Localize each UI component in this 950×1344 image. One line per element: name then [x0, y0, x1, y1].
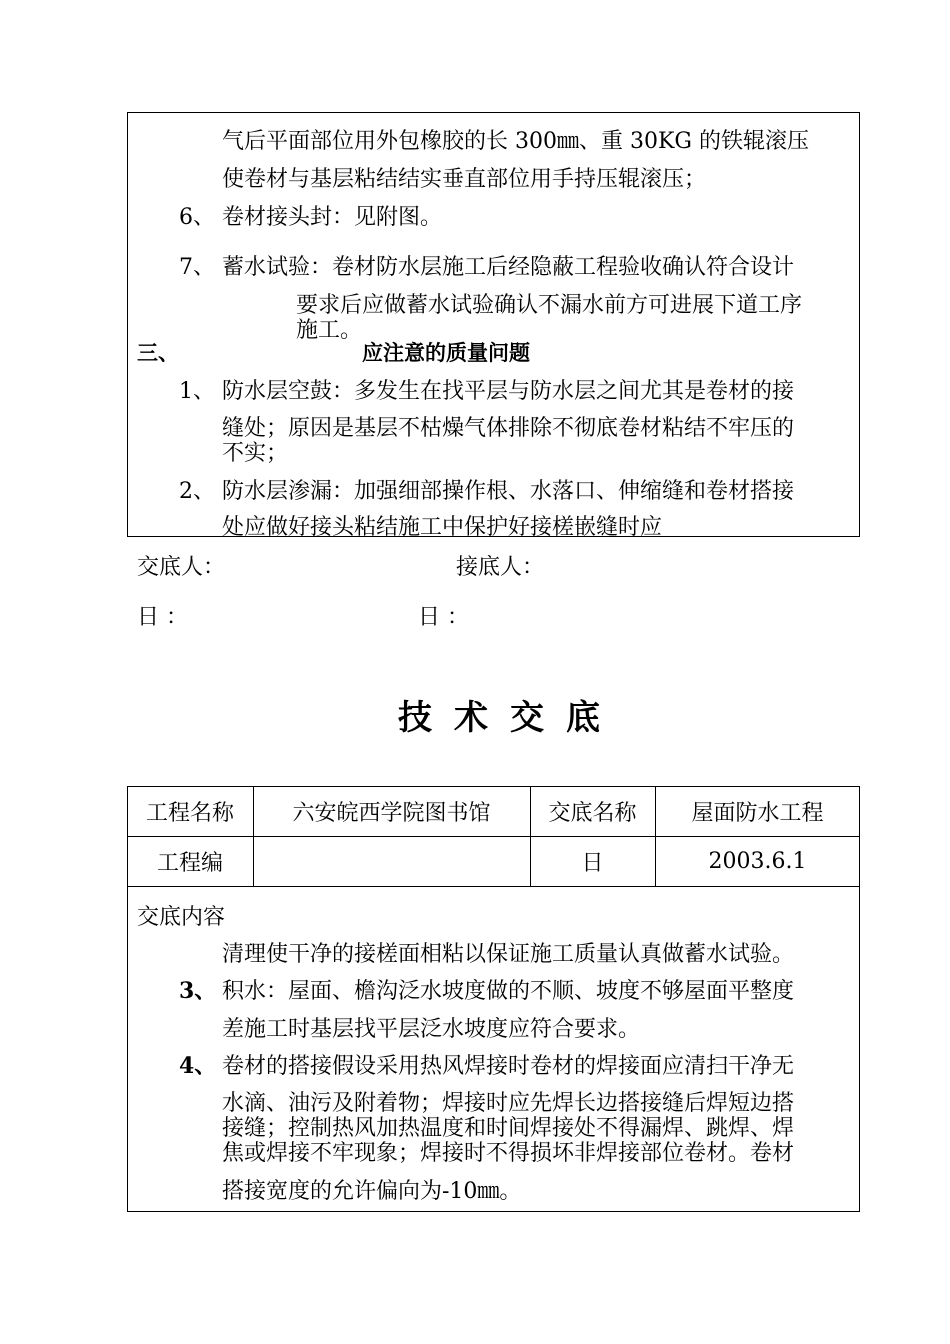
text-line: 气后平面部位用外包橡胶的长 300㎜、重 30KG 的铁辊滚压: [222, 129, 809, 154]
text-line: 积水：屋面、檐沟泛水坡度做的不顺、坡度不够屋面平整度: [222, 979, 795, 1004]
date-label-right: 日 ：: [418, 605, 469, 630]
content-label: 交底内容: [137, 905, 226, 930]
text-line: 卷材的搭接假设采用热风焊接时卷材的焊接面应清扫干净无: [222, 1054, 795, 1079]
text-line: 使卷材与基层粘结结实垂直部位用手持压辊滚压；: [222, 167, 707, 192]
text-line: 接缝；控制热风加热温度和时间焊接处不得漏焊、跳焊、焊: [222, 1116, 795, 1141]
item-number: 7、: [179, 255, 215, 280]
handover-name-label: 交底名称: [548, 800, 637, 826]
date-value: 2003.6.1: [708, 848, 807, 874]
section-heading-number: 三、: [137, 340, 179, 365]
text-line: 不实；: [222, 441, 289, 466]
table-row-divider: [127, 886, 860, 887]
item-number: 3、: [179, 978, 217, 1004]
item-number: 4、: [179, 1053, 217, 1079]
text-line: 防水层渗漏：加强细部操作根、水落口、伸缩缝和卷材搭接: [222, 479, 795, 504]
page-title: 技术交底: [398, 698, 622, 738]
project-no-value: [253, 836, 530, 886]
text-line: 清理使干净的接槎面相粘以保证施工质量认真做蓄水试验。: [222, 942, 795, 967]
giver-label: 交底人：: [137, 555, 226, 580]
text-line: 缝处；原因是基层不枯燥气体排除不彻底卷材粘结不牢压的: [222, 416, 795, 441]
handover-name-value: 屋面防水工程: [691, 800, 824, 826]
text-line: 处应做好接头粘结施工中保护好接槎嵌缝时应: [222, 515, 663, 540]
text-line: 焦或焊接不牢现象；焊接时不得损坏非焊接部位卷材。卷材: [222, 1141, 795, 1166]
text-line: 要求后应做蓄水试验确认不漏水前方可进展下道工序: [296, 293, 803, 318]
text-line: 蓄水试验：卷材防水层施工后经隐蔽工程验收确认符合设计: [222, 255, 795, 280]
text-line: 防水层空鼓：多发生在找平层与防水层之间尤其是卷材的接: [222, 379, 795, 404]
item-number: 6、: [179, 205, 215, 230]
receiver-label: 接底人：: [456, 555, 545, 580]
project-name-label: 工程名称: [145, 800, 234, 826]
text-line: 水滴、油污及附着物；焊接时应先焊长边搭接缝后焊短边搭: [222, 1091, 795, 1116]
text-line: 施工。: [296, 318, 363, 343]
item-number: 2、: [179, 479, 215, 504]
section-heading: 应注意的质量问题: [362, 340, 530, 365]
item-number: 1、: [179, 379, 215, 404]
text-line: 卷材接头封：见附图。: [222, 205, 443, 230]
text-line: 搭接宽度的允许偏向为-10㎜。: [222, 1179, 522, 1204]
date-label-left: 日 ：: [137, 605, 188, 630]
project-name-value: 六安皖西学院图书馆: [292, 800, 491, 826]
text-line: 差施工时基层找平层泛水坡度应符合要求。: [222, 1017, 641, 1042]
project-no-label: 工程编: [156, 850, 223, 876]
date-label: 日: [581, 850, 604, 876]
